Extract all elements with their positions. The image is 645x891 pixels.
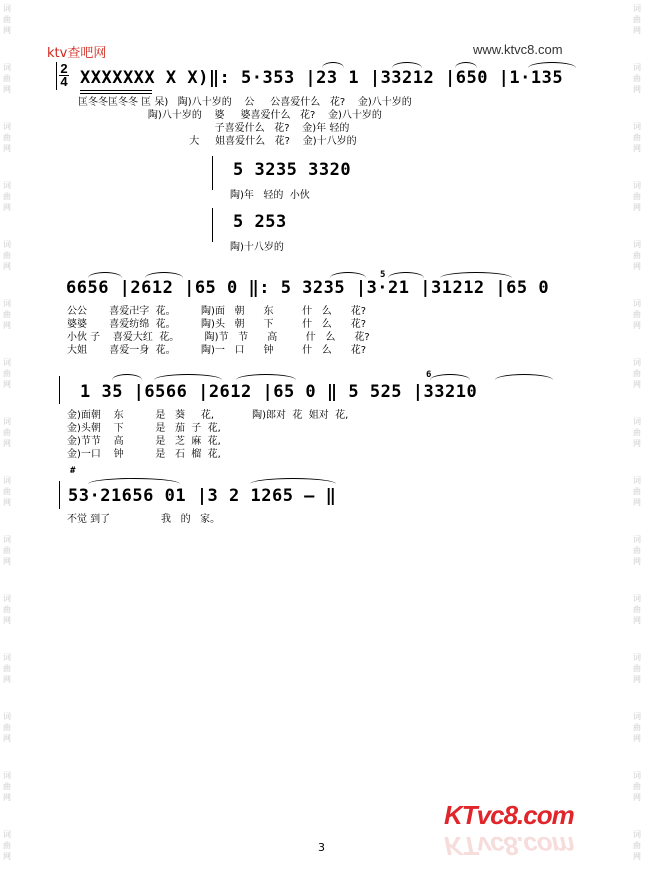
watermark-char: 网: [633, 852, 641, 861]
watermark-char: 词: [633, 830, 641, 839]
system-start-bar: [56, 62, 57, 90]
watermark-char: 曲: [633, 251, 641, 260]
watermark-char: 网: [633, 26, 641, 35]
notation-row-6: 53·21656 01 |3 2 1265 — ‖: [68, 486, 337, 506]
site-name-left: ktv查吧网: [47, 46, 107, 61]
notation-row-2: 5 3235 3320: [233, 160, 352, 180]
time-signature: [59, 63, 69, 88]
watermark-char: 曲: [3, 428, 11, 437]
notation-row-4: 6656 |2612 |65 0 ‖: 5 3235 |3·21 |31212 |65 0: [66, 278, 550, 298]
lyric-row-1-line-1: 匡冬冬匡冬冬 匡 呆) 陶)八十岁的 公 公喜爱什么 花? 金)八十岁的: [78, 97, 412, 108]
watermark-char: 网: [3, 498, 11, 507]
watermark-char: 网: [633, 498, 641, 507]
time-signature-bottom: 4: [60, 74, 68, 89]
watermark-char: 曲: [633, 782, 641, 791]
watermark-char: 网: [633, 734, 641, 743]
lyric-row-4-line-4: 大姐 喜爱一身 花。 陶)一 口 钟 什 么 花?: [67, 345, 367, 356]
watermark-char: 词: [633, 535, 641, 544]
watermark-char: 词: [3, 358, 11, 367]
slur: [112, 374, 142, 380]
watermark-char: 词: [3, 771, 11, 780]
watermark-char: 词: [3, 830, 11, 839]
watermark-char: 网: [633, 557, 641, 566]
notation-row-5: 1 35 |6566 |2612 |65 0 ‖ 5 525 |33210: [80, 382, 478, 402]
watermark-char: 网: [3, 203, 11, 212]
bar-line: [59, 481, 60, 509]
watermark-char: 词: [633, 63, 641, 72]
watermark-char: 曲: [3, 546, 11, 555]
watermark-char: 网: [3, 262, 11, 271]
watermark-char: 网: [633, 439, 641, 448]
slur: [236, 374, 296, 380]
slur: [154, 374, 222, 380]
watermark-char: 曲: [633, 133, 641, 142]
beam: [80, 90, 152, 91]
watermark-char: 网: [633, 793, 641, 802]
watermark-char: 曲: [3, 15, 11, 24]
watermark-char: 曲: [3, 74, 11, 83]
watermark-char: 曲: [633, 723, 641, 732]
watermark-char: 词: [633, 240, 641, 249]
watermark-char: 曲: [633, 192, 641, 201]
watermark-char: 网: [3, 321, 11, 330]
watermark-char: 曲: [3, 310, 11, 319]
grace-note: 6: [426, 370, 432, 380]
watermark-char: 曲: [3, 369, 11, 378]
lyric-row-3: 陶)十八岁的: [230, 242, 284, 253]
sharp-mark: #: [70, 466, 76, 476]
watermark-char: 词: [633, 417, 641, 426]
left-watermark-column: [0, 0, 14, 891]
watermark-char: 曲: [3, 605, 11, 614]
watermark-char: 词: [633, 771, 641, 780]
bar-line: [212, 156, 213, 190]
time-signature-top: 2: [60, 61, 68, 76]
watermark-char: 曲: [3, 487, 11, 496]
watermark-char: 词: [3, 4, 11, 13]
watermark-char: 曲: [633, 664, 641, 673]
watermark-char: 网: [3, 675, 11, 684]
watermark-char: 网: [3, 85, 11, 94]
beam: [80, 93, 152, 94]
watermark-char: 网: [3, 852, 11, 861]
lyric-row-5-line-3: 金)节节 高 是 芝 麻 花,: [67, 436, 221, 447]
bar-line: [59, 376, 60, 404]
watermark-char: 网: [633, 321, 641, 330]
watermark-char: 网: [3, 557, 11, 566]
ktvc8-logo: KTvc8.com: [444, 800, 574, 830]
watermark-char: 曲: [633, 74, 641, 83]
watermark-char: 词: [3, 712, 11, 721]
slur: [528, 62, 576, 68]
slur: [250, 478, 336, 484]
watermark-char: 词: [3, 240, 11, 249]
watermark-char: 网: [3, 26, 11, 35]
watermark-char: 曲: [633, 428, 641, 437]
ktvc8-logo-reflection: KTvc8.com: [444, 831, 574, 861]
lyric-row-5-line-1: 金)面朝 东 是 葵 花, 陶)郎对 花 姐对 花,: [67, 410, 349, 421]
slur: [495, 374, 553, 380]
lyric-row-6: 不觉 到了 我 的 家。: [67, 514, 221, 525]
watermark-char: 网: [3, 616, 11, 625]
watermark-char: 词: [633, 4, 641, 13]
watermark-char: 网: [633, 675, 641, 684]
watermark-char: 曲: [3, 723, 11, 732]
slur: [322, 62, 344, 68]
watermark-char: 网: [633, 262, 641, 271]
bar-line: [212, 208, 213, 242]
lyric-row-4-line-1: 公公 喜爱卍字 花。 陶)面 朝 东 什 么 花?: [67, 306, 367, 317]
watermark-char: 曲: [633, 605, 641, 614]
watermark-char: 词: [633, 653, 641, 662]
lyric-row-4-line-2: 婆婆 喜爱纺绵 花。 陶)头 朝 下 什 么 花?: [67, 319, 367, 330]
watermark-char: 词: [3, 63, 11, 72]
watermark-char: 曲: [633, 487, 641, 496]
slur: [330, 272, 366, 278]
slur: [88, 272, 122, 278]
watermark-char: 词: [633, 122, 641, 131]
lyric-row-5-line-4: 金)一口 钟 是 石 榴 花,: [67, 449, 221, 460]
watermark-char: 曲: [633, 841, 641, 850]
watermark-char: 词: [633, 476, 641, 485]
watermark-char: 词: [633, 712, 641, 721]
watermark-char: 曲: [3, 192, 11, 201]
lyric-row-2: 陶)年 轻的 小伙: [230, 190, 310, 201]
slur: [430, 374, 470, 380]
watermark-char: 曲: [3, 664, 11, 673]
watermark-char: 网: [633, 380, 641, 389]
watermark-char: 曲: [633, 15, 641, 24]
notation-row-1: XXXXXXX X X)‖: 5·353 |23 1 |33212 |650 |1·135: [80, 68, 564, 88]
watermark-char: 网: [3, 734, 11, 743]
right-watermark-column: [630, 0, 644, 891]
watermark-char: 网: [633, 144, 641, 153]
lyric-row-1-line-3: 子喜爱什么 花? 金)年 轻的: [78, 123, 350, 134]
watermark-char: 网: [3, 793, 11, 802]
lyric-row-4-line-3: 小伙 子 喜爱大红 花。 陶)节 节 高 什 么 花?: [67, 332, 370, 343]
watermark-char: 网: [3, 144, 11, 153]
slur: [455, 62, 477, 68]
slur: [88, 478, 180, 484]
watermark-char: 曲: [3, 133, 11, 142]
watermark-char: 网: [633, 203, 641, 212]
watermark-char: 网: [633, 616, 641, 625]
watermark-char: 曲: [633, 369, 641, 378]
watermark-char: 网: [3, 380, 11, 389]
watermark-char: 词: [3, 535, 11, 544]
watermark-char: 网: [633, 85, 641, 94]
page-number: 3: [318, 841, 325, 854]
watermark-char: 词: [633, 594, 641, 603]
watermark-char: 曲: [3, 251, 11, 260]
watermark-char: 词: [3, 417, 11, 426]
watermark-char: 曲: [3, 782, 11, 791]
lyric-row-5-line-2: 金)头朝 下 是 茄 子 花,: [67, 423, 221, 434]
watermark-char: 词: [3, 181, 11, 190]
grace-note: 5: [380, 270, 386, 280]
notation-row-3: 5 253: [233, 212, 287, 232]
slur: [440, 272, 512, 278]
slur: [388, 272, 424, 278]
lyric-row-1-line-4: 大 姐喜爱什么 花? 金)十八岁的: [78, 136, 357, 147]
watermark-char: 词: [633, 358, 641, 367]
watermark-char: 词: [633, 181, 641, 190]
site-url-right: www.ktvc8.com: [473, 42, 563, 57]
watermark-char: 曲: [3, 841, 11, 850]
watermark-char: 词: [3, 653, 11, 662]
watermark-char: 曲: [633, 546, 641, 555]
watermark-char: 词: [3, 476, 11, 485]
watermark-char: 词: [3, 594, 11, 603]
slur: [392, 62, 422, 68]
watermark-char: 词: [3, 122, 11, 131]
watermark-char: 词: [3, 299, 11, 308]
lyric-row-1-line-2: 陶)八十岁的 婆 婆喜爱什么 花? 金)八十岁的: [78, 110, 382, 121]
slur: [145, 272, 183, 278]
watermark-char: 网: [3, 439, 11, 448]
watermark-char: 词: [633, 299, 641, 308]
watermark-char: 曲: [633, 310, 641, 319]
